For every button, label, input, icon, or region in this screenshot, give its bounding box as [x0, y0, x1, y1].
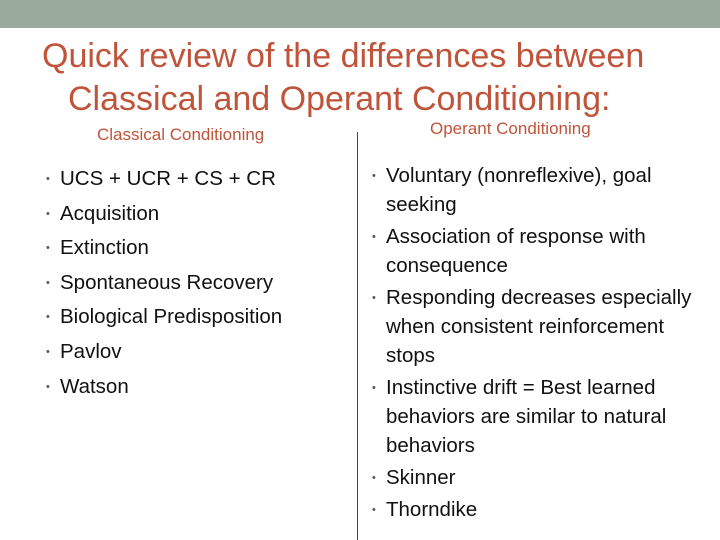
list-item-text: Watson: [60, 374, 129, 398]
list-item: [46, 300, 351, 335]
operant-conditioning-heading: Operant Conditioning: [430, 119, 591, 138]
list-item-text: UCS + UCR + CS + CR: [60, 167, 276, 190]
bullet-icon: •: [46, 311, 50, 324]
list-item-text: Association of response with consequence: [386, 225, 646, 277]
list-item: [372, 162, 712, 220]
bullet-icon: •: [372, 504, 376, 517]
list-item-text: Skinner: [386, 465, 456, 489]
classical-conditioning-list: [46, 162, 351, 404]
bullet-icon: •: [372, 292, 376, 305]
list-item: [46, 231, 351, 266]
bullet-icon: •: [46, 276, 50, 289]
bullet-icon: •: [372, 471, 376, 484]
bullet-icon: •: [46, 345, 50, 358]
list-item: [372, 464, 712, 493]
list-item: [372, 223, 712, 281]
slide-title-line-1: Quick review of the differences between: [42, 37, 645, 75]
classical-conditioning-heading: Classical Conditioning: [97, 125, 265, 144]
list-item: [46, 162, 351, 197]
slide-title-line-2: Classical and Operant Conditioning:: [68, 80, 611, 118]
list-item: [372, 496, 712, 525]
list-item-text: Acquisition: [60, 201, 160, 225]
list-item: [46, 335, 351, 370]
list-item-text: Thorndike: [386, 498, 478, 522]
list-item-text: Spontaneous Recovery: [60, 270, 274, 294]
operant-conditioning-list: [372, 162, 712, 529]
list-item: [46, 197, 351, 232]
bullet-icon: •: [372, 231, 376, 244]
list-item-text: Pavlov: [60, 339, 122, 363]
list-item: [372, 374, 712, 460]
list-item: [46, 370, 351, 405]
bullet-icon: •: [372, 170, 376, 182]
list-item: [46, 266, 351, 301]
list-item-text: Responding decreases especially when consistent reinforcement stops: [386, 286, 692, 367]
bullet-icon: •: [46, 173, 50, 185]
list-item-text: Voluntary (nonreflexive), goal seeking: [386, 164, 652, 216]
list-item: [372, 284, 712, 370]
bullet-icon: •: [46, 380, 50, 393]
bullet-icon: •: [46, 242, 50, 255]
list-item-text: Extinction: [60, 236, 149, 260]
list-item-text: Biological Predisposition: [60, 305, 283, 329]
bullet-icon: •: [372, 382, 376, 395]
top-accent-band: [0, 0, 720, 28]
list-item-text: Instinctive drift = Best learned behaviors are similar to natural behaviors: [386, 376, 667, 457]
column-divider: [357, 132, 358, 540]
bullet-icon: •: [46, 207, 50, 220]
